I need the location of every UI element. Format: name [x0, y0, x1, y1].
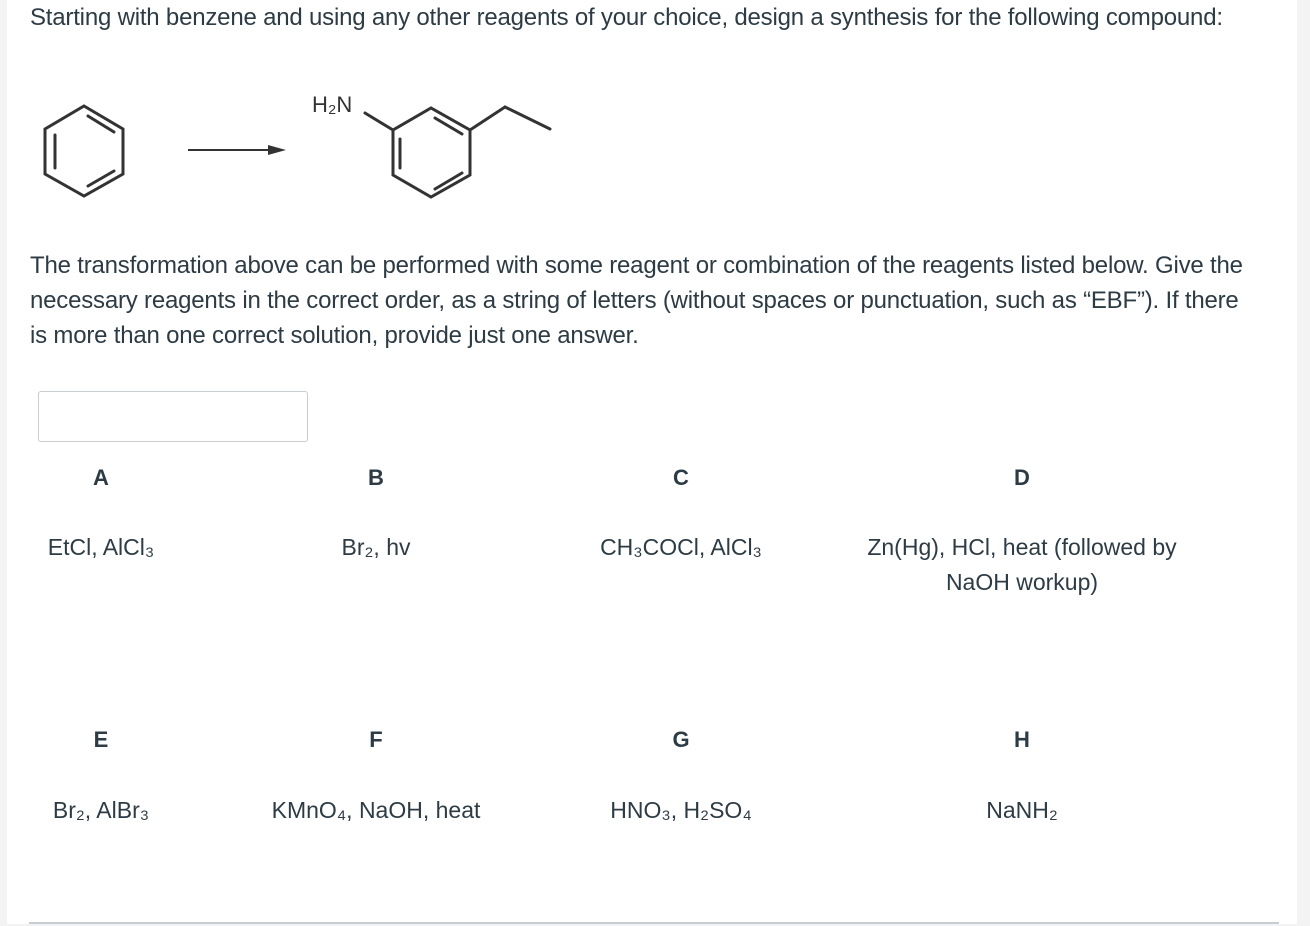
- reagent-label-f: F: [369, 727, 383, 752]
- reagent-text-b: Br₂, hv: [341, 534, 411, 560]
- answer-input[interactable]: [38, 391, 308, 442]
- reagent-label-c: C: [673, 465, 689, 490]
- question-panel: [7, 0, 1297, 924]
- reagent-label-a: A: [93, 465, 109, 490]
- reagent-text-d: Zn(Hg), HCl, heat (followed by NaOH workup): [867, 534, 1177, 595]
- reagent-label-d: D: [1014, 465, 1030, 490]
- reagent-label-e: E: [93, 727, 109, 752]
- reaction-arrow: [188, 145, 286, 155]
- reagent-text-g: HNO₃, H₂SO₄: [610, 797, 752, 823]
- benzene-structure: [45, 106, 123, 196]
- product-structure: [365, 107, 550, 197]
- reagent-text-c: CH₃COCl, AlCl₃: [600, 534, 762, 560]
- reagent-label-h: H: [1014, 727, 1030, 752]
- divider: [29, 922, 1279, 924]
- reagent-label-g: G: [672, 727, 690, 752]
- reagent-text-h: NaNH₂: [986, 797, 1058, 823]
- reagent-label-b: B: [368, 465, 384, 490]
- amine-group-label: H₂N: [312, 92, 353, 117]
- reaction-scheme: [30, 85, 590, 215]
- reagent-text-a: EtCl, AlCl₃: [47, 534, 155, 560]
- question-instructions: The transformation above can be performed with some reagent or combination of the reagents listed below. Give the necessary reagents in the correct order, as a string of letters (without spaces or punctuation, such as “EBF”). If there is more than one correct solution, provide just one answer.: [30, 252, 1243, 349]
- reagent-text-f: KMnO₄, NaOH, heat: [271, 797, 481, 823]
- question-prompt: Starting with benzene and using any other reagents of your choice, design a synthesis for the following compound:: [30, 4, 1223, 31]
- reagent-text-e: Br₂, AlBr₃: [52, 797, 150, 823]
